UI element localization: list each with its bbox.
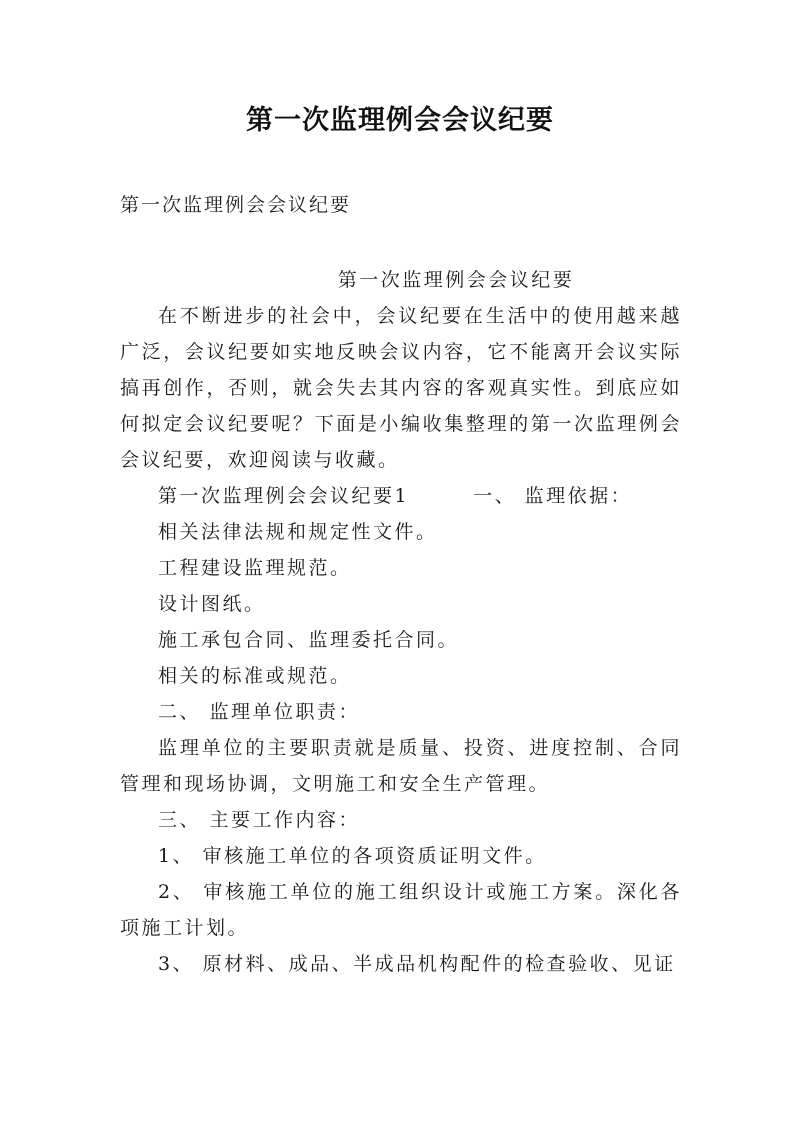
work-item: 1、 审核施工单位的各项资质证明文件。 xyxy=(158,845,547,867)
inner-title: 第一次监理例会会议纪要 xyxy=(337,269,575,291)
basis-item: 相关的标准或规范。 xyxy=(158,665,352,687)
section-2-text: 监理单位的主要职责就是质量、投资、进度控制、合同管理和现场协调，文明施工和安全生产管理。 xyxy=(120,737,682,795)
section-1-lead: 第一次监理例会会议纪要1 xyxy=(158,485,410,507)
section-2-heading: 二、 监理单位职责： xyxy=(158,701,361,723)
document-title: 第一次监理例会会议纪要 xyxy=(246,105,554,136)
work-item: 3、 原材料、成品、半成品机构配件的检查验收、见证 xyxy=(158,953,676,975)
basis-item: 施工承包合同、监理委托合同。 xyxy=(158,629,460,651)
work-item: 2、 审核施工单位的施工组织设计或施工方案。深化各项施工计划。 xyxy=(120,881,682,939)
section-1-heading: 一、 监理依据： xyxy=(473,485,633,507)
basis-item: 相关法律法规和规定性文件。 xyxy=(158,521,438,543)
basis-item: 设计图纸。 xyxy=(158,593,266,615)
section-1-lead-line xyxy=(120,478,682,514)
document-subtitle: 第一次监理例会会议纪要 xyxy=(120,194,352,216)
section-3-heading: 三、 主要工作内容： xyxy=(158,809,361,831)
document-body xyxy=(120,262,682,982)
basis-item: 工程建设监理规范。 xyxy=(158,557,352,579)
intro-paragraph: 在不断进步的社会中，会议纪要在生活中的使用越来越广泛，会议纪要如实地反映会议内容，它不能离开会议实际搞再创作，否则，就会失去其内容的客观真实性。到底应如何拟定会议纪要呢？下面是小编收集整理的第一次监理例会会议纪要，欢迎阅读与收藏。 xyxy=(120,305,682,471)
